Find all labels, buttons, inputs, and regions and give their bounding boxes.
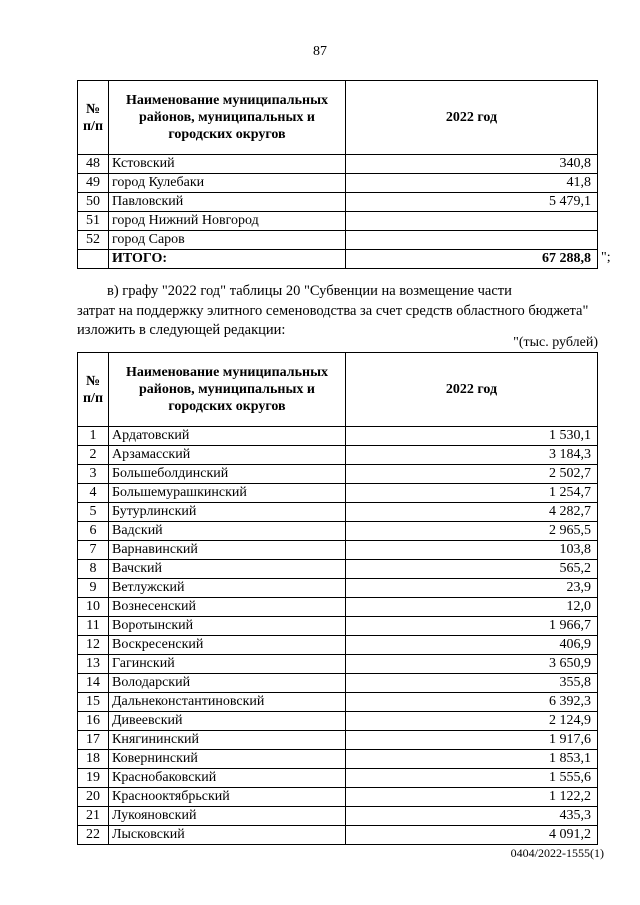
table-row	[78, 155, 598, 174]
paragraph-rest: затрат на поддержку элитного семеноводства за счет средств областного бюджета" изложить в следующей редакции:	[77, 303, 589, 338]
table-row	[78, 503, 598, 522]
row-number: 4	[78, 484, 109, 503]
row-value: 4 282,7	[346, 503, 598, 522]
header-num: № п/п	[78, 353, 109, 427]
table-row	[78, 560, 598, 579]
row-value: 103,8	[346, 541, 598, 560]
row-name: Дальнеконстантиновский	[109, 693, 346, 712]
table-row	[78, 484, 598, 503]
table-row	[78, 446, 598, 465]
table-2	[77, 352, 598, 845]
row-name: Вадский	[109, 522, 346, 541]
row-number: 8	[78, 560, 109, 579]
row-number: 16	[78, 712, 109, 731]
row-number: 13	[78, 655, 109, 674]
row-value: 1 530,1	[346, 427, 598, 446]
table-row	[78, 750, 598, 769]
row-number: 12	[78, 636, 109, 655]
row-number: 1	[78, 427, 109, 446]
row-number: 11	[78, 617, 109, 636]
row-name: Павловский	[109, 193, 346, 212]
table-row	[78, 826, 598, 845]
table-row	[78, 712, 598, 731]
table-row	[78, 655, 598, 674]
row-value	[346, 231, 598, 250]
row-value: 355,8	[346, 674, 598, 693]
row-value: 12,0	[346, 598, 598, 617]
row-value: 1 122,2	[346, 788, 598, 807]
header-name: Наименование муниципальных районов, муниципальных и городских округов	[109, 353, 346, 427]
header-num: № п/п	[78, 81, 109, 155]
row-number: 15	[78, 693, 109, 712]
table-row	[78, 769, 598, 788]
row-number: 49	[78, 174, 109, 193]
unit-note: "(тыс. рублей)	[513, 335, 598, 350]
row-number: 3	[78, 465, 109, 484]
row-value: 340,8	[346, 155, 598, 174]
row-number: 2	[78, 446, 109, 465]
row-value: 1 555,6	[346, 769, 598, 788]
row-name: Вознесенский	[109, 598, 346, 617]
row-number: 52	[78, 231, 109, 250]
table-row	[78, 731, 598, 750]
header-year: 2022 год	[346, 353, 598, 427]
total-empty	[78, 250, 109, 269]
header-name: Наименование муниципальных районов, муниципальных и городских округов	[109, 81, 346, 155]
row-name: Лукояновский	[109, 807, 346, 826]
table-row	[78, 636, 598, 655]
row-name: Большеболдинский	[109, 465, 346, 484]
row-value: 41,8	[346, 174, 598, 193]
table-row	[78, 193, 598, 212]
row-name: город Кулебаки	[109, 174, 346, 193]
row-name: Гагинский	[109, 655, 346, 674]
row-value: 5 479,1	[346, 193, 598, 212]
table-row	[78, 807, 598, 826]
row-name: Бутурлинский	[109, 503, 346, 522]
row-value: 565,2	[346, 560, 598, 579]
row-value: 3 184,3	[346, 446, 598, 465]
total-value: 67 288,8	[346, 250, 598, 269]
total-row	[78, 250, 598, 269]
row-number: 51	[78, 212, 109, 231]
row-name: Володарский	[109, 674, 346, 693]
row-value: 23,9	[346, 579, 598, 598]
row-value: 1 853,1	[346, 750, 598, 769]
row-number: 48	[78, 155, 109, 174]
row-number: 14	[78, 674, 109, 693]
table-row	[78, 465, 598, 484]
table-row	[78, 693, 598, 712]
closing-quote: ";	[601, 250, 611, 265]
row-value: 6 392,3	[346, 693, 598, 712]
row-value: 1 917,6	[346, 731, 598, 750]
table-row	[78, 174, 598, 193]
total-label: ИТОГО:	[109, 250, 346, 269]
table-row	[78, 522, 598, 541]
row-name: Ковернинский	[109, 750, 346, 769]
row-number: 22	[78, 826, 109, 845]
page-number: 87	[313, 44, 327, 59]
row-number: 20	[78, 788, 109, 807]
table-row	[78, 212, 598, 231]
row-value: 2 965,5	[346, 522, 598, 541]
table-row	[78, 541, 598, 560]
row-name: Ветлужский	[109, 579, 346, 598]
row-name: Воскресенский	[109, 636, 346, 655]
row-name: Краснобаковский	[109, 769, 346, 788]
row-value: 1 254,7	[346, 484, 598, 503]
table-row	[78, 617, 598, 636]
row-name: Арзамасский	[109, 446, 346, 465]
row-number: 9	[78, 579, 109, 598]
row-value: 406,9	[346, 636, 598, 655]
row-name: Кстовский	[109, 155, 346, 174]
table-row	[78, 674, 598, 693]
row-name: Ардатовский	[109, 427, 346, 446]
row-value: 2 502,7	[346, 465, 598, 484]
row-name: Варнавинский	[109, 541, 346, 560]
row-name: Княгининский	[109, 731, 346, 750]
row-value: 3 650,9	[346, 655, 598, 674]
row-name: Большемурашкинский	[109, 484, 346, 503]
row-number: 5	[78, 503, 109, 522]
footer-code: 0404/2022-1555(1)	[510, 846, 604, 860]
table-row	[78, 427, 598, 446]
header-year: 2022 год	[346, 81, 598, 155]
row-name: город Нижний Новгород	[109, 212, 346, 231]
table-row	[78, 231, 598, 250]
table-row	[78, 788, 598, 807]
row-number: 6	[78, 522, 109, 541]
row-number: 21	[78, 807, 109, 826]
paragraph-line-1: в) графу "2022 год" таблицы 20 "Субвенции на возмещение части	[107, 283, 512, 299]
row-number: 19	[78, 769, 109, 788]
row-value: 1 966,7	[346, 617, 598, 636]
table-row	[78, 579, 598, 598]
row-value: 4 091,2	[346, 826, 598, 845]
row-value	[346, 212, 598, 231]
row-number: 17	[78, 731, 109, 750]
row-value: 2 124,9	[346, 712, 598, 731]
row-number: 7	[78, 541, 109, 560]
row-name: Лысковский	[109, 826, 346, 845]
row-number: 50	[78, 193, 109, 212]
row-value: 435,3	[346, 807, 598, 826]
row-name: Дивеевский	[109, 712, 346, 731]
row-name: Вачский	[109, 560, 346, 579]
row-number: 10	[78, 598, 109, 617]
row-number: 18	[78, 750, 109, 769]
table-row	[78, 598, 598, 617]
row-name: Краснооктябрьский	[109, 788, 346, 807]
table-1	[77, 80, 598, 269]
row-name: Воротынский	[109, 617, 346, 636]
row-name: город Саров	[109, 231, 346, 250]
